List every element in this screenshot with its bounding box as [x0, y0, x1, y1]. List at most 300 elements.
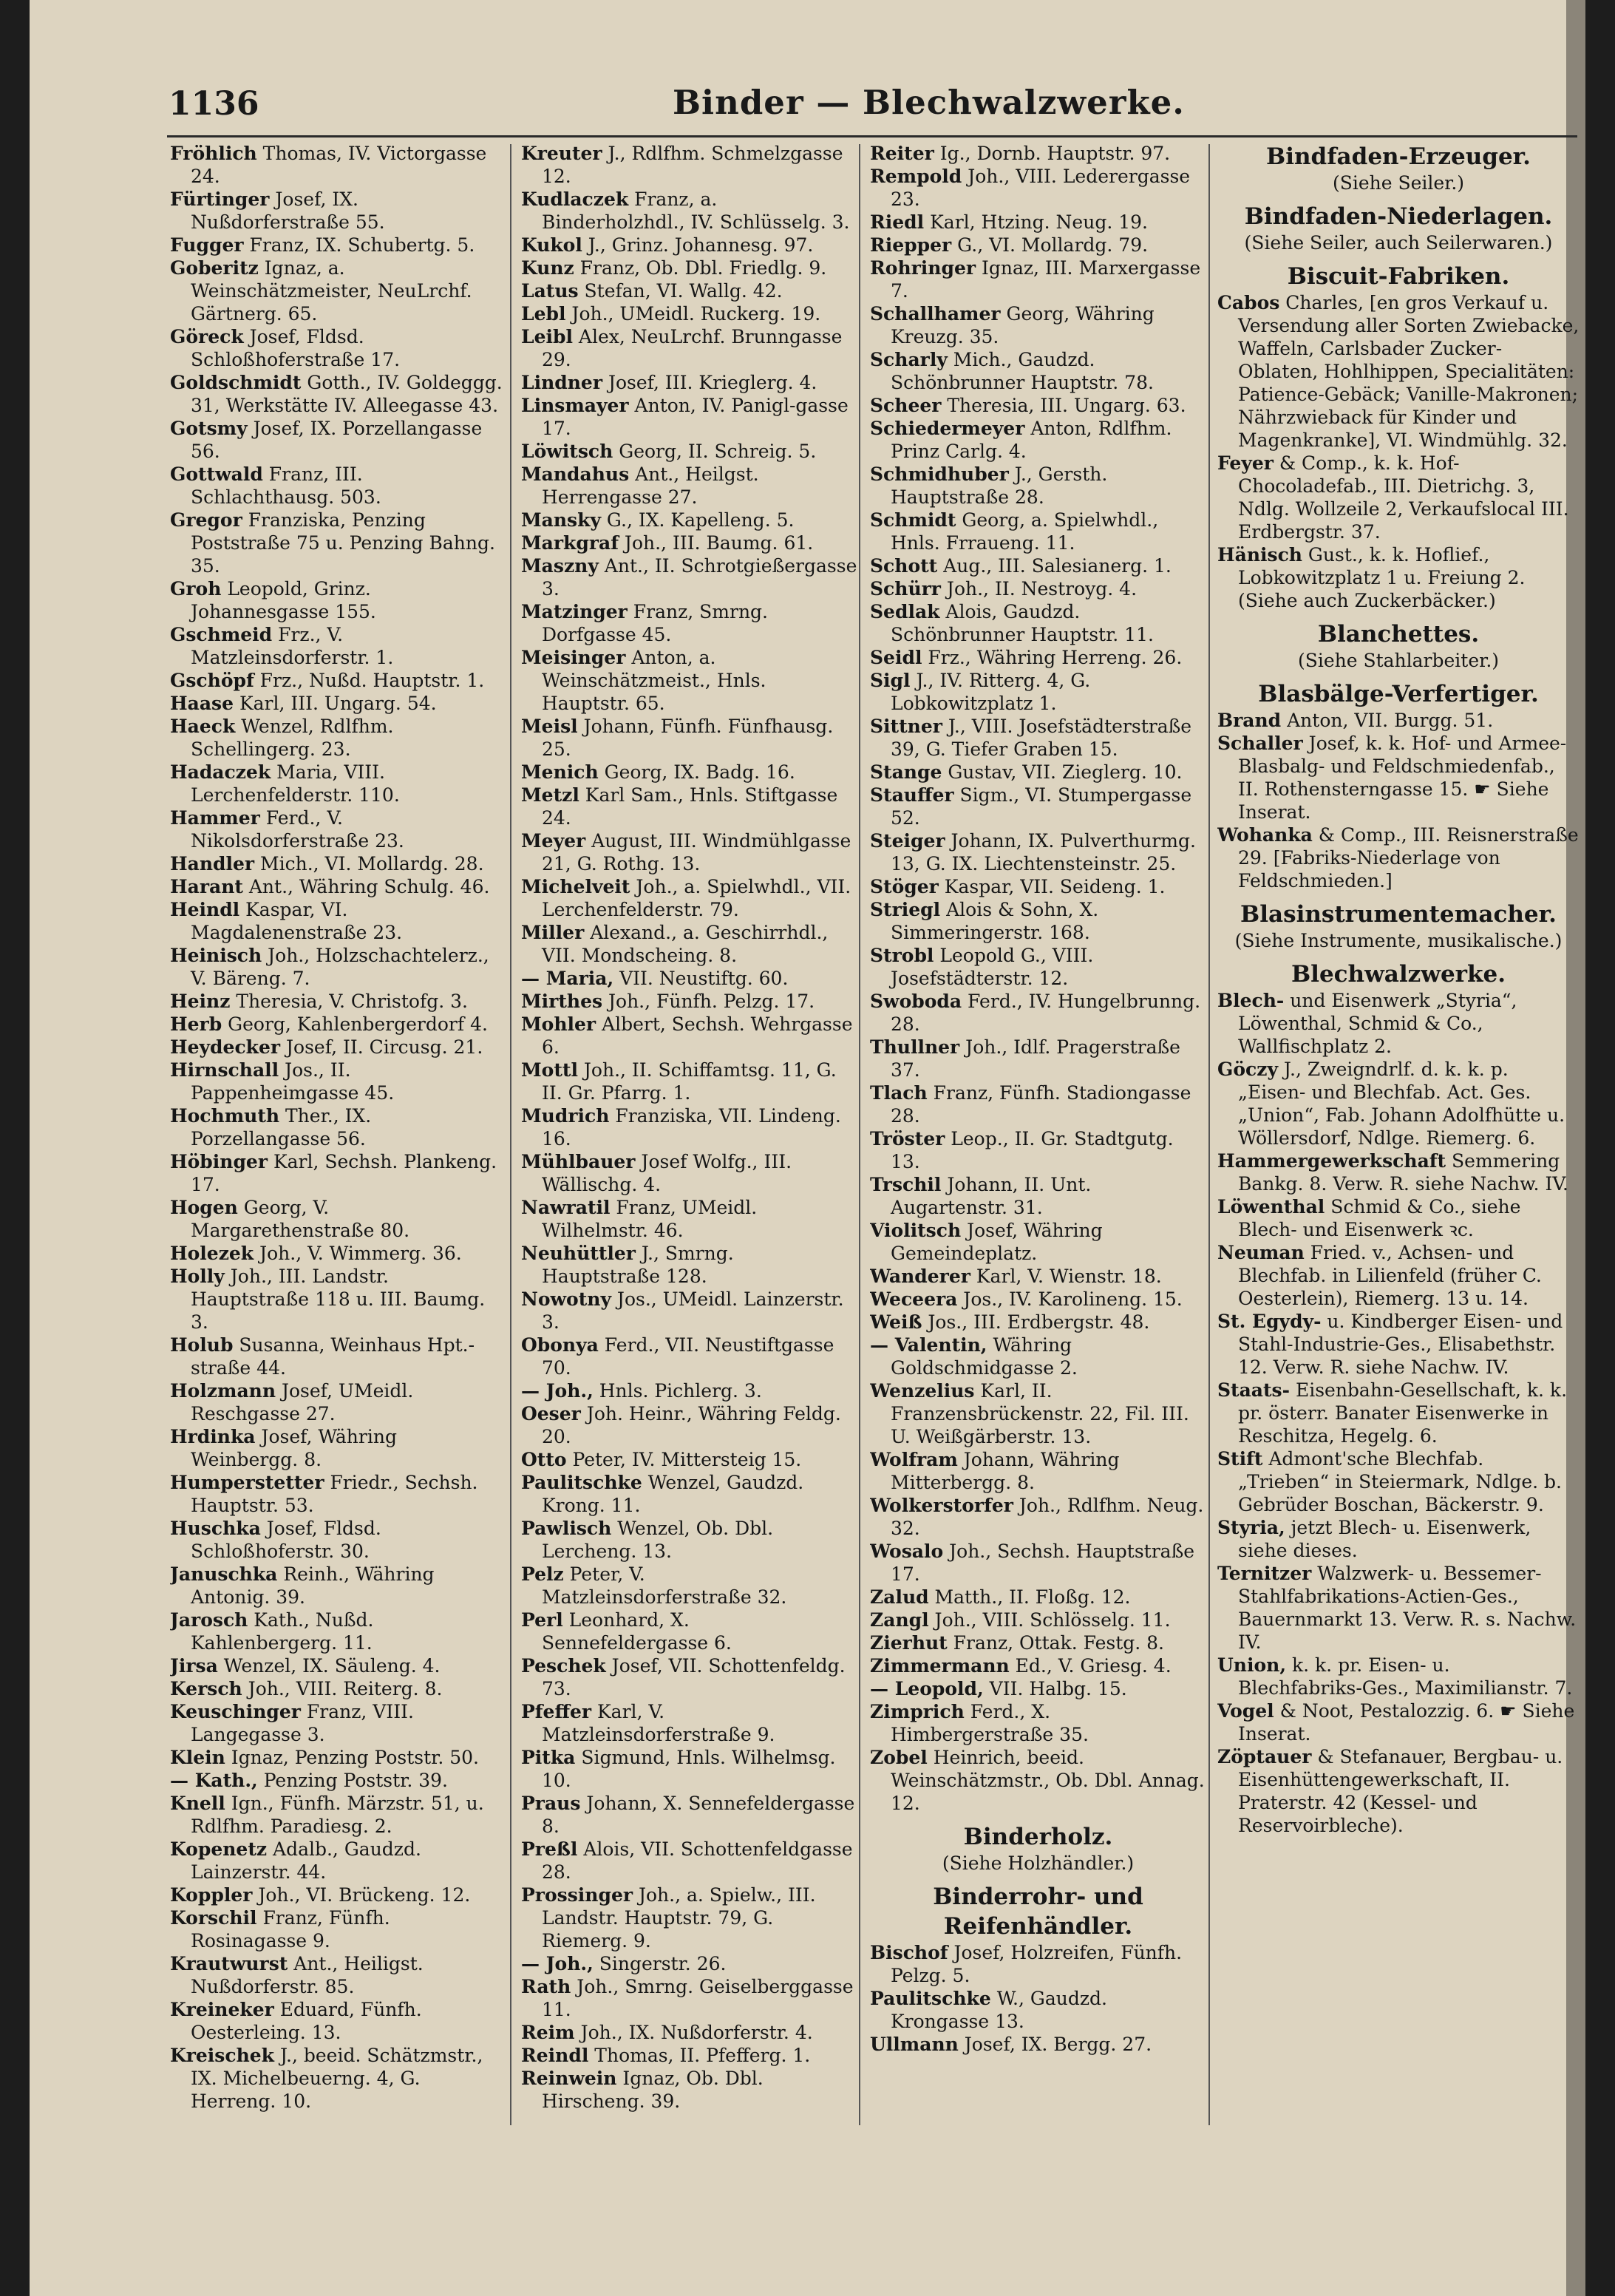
entry-name: Zalud [870, 1586, 929, 1608]
directory-entry [521, 1792, 857, 1838]
directory-entry [521, 279, 857, 302]
directory-entry [170, 761, 506, 806]
entry-text: Josef, k. k. Hof- und Armee-Blasbalg- und Feldschmiedenfab., II. Rothensterngasse 15. ☛ Siehe Inserat. [1238, 733, 1567, 823]
directory-entry [521, 2044, 857, 2067]
entry-text: G., VI. Mollardg. 79. [951, 234, 1149, 256]
entry-name: Pelz [521, 1563, 564, 1585]
directory-entry [870, 1987, 1206, 2033]
entry-name: Gschmeid [170, 624, 273, 645]
entry-name: Oeser [521, 1403, 581, 1424]
directory-entry [170, 1334, 506, 1379]
directory-entry [521, 1517, 857, 1563]
entry-name: Stauffer [870, 784, 954, 806]
directory-entry [170, 463, 506, 509]
entry-text: VII. Halbg. 15. [983, 1678, 1127, 1699]
entry-text: J., Smrng. Hauptstraße 128. [542, 1243, 734, 1287]
entry-text: Friedr., Sechsh. Hauptstr. 53. [191, 1472, 478, 1516]
entry-text: Jos., UMeidl. Lainzerstr. 3. [542, 1288, 844, 1333]
directory-entry [521, 1379, 857, 1402]
entry-name: Knell [170, 1793, 225, 1814]
directory-entry [1217, 709, 1580, 732]
directory-entry [170, 944, 506, 990]
entry-name: Heinisch [170, 945, 262, 966]
entry-text: Franz, UMeidl. Wilhelmstr. 46. [542, 1197, 758, 1241]
directory-entry [170, 1517, 506, 1563]
directory-entry [170, 1265, 506, 1334]
entry-text: Walzwerk- u. Bessemer-Stahlfabrikations-Actien-Ges., Bauernmarkt 13. Verw. R. s. Nachw. IV. [1238, 1563, 1577, 1653]
directory-entry [1217, 1699, 1580, 1745]
entry-name: Swoboda [870, 991, 962, 1012]
entry-name: Weiß [870, 1311, 922, 1333]
entry-name: Mohler [521, 1013, 596, 1035]
directory-entry [170, 1242, 506, 1265]
entry-name: Wolfram [870, 1449, 958, 1470]
entry-text: u. Kindberger Eisen- und Stahl-Industrie-Ges., Elisabethstr. 12. Verw. R. siehe Nachw. IV. [1238, 1311, 1563, 1378]
entry-name: Meyer [521, 830, 586, 852]
entry-name: Hammergewerkschaft [1217, 1150, 1446, 1172]
directory-entry [170, 692, 506, 715]
entry-name: Peschek [521, 1655, 606, 1677]
directory-entry [170, 1838, 506, 1884]
directory-entry [870, 1288, 1206, 1311]
entry-name: Menich [521, 761, 599, 783]
directory-entry [1217, 543, 1580, 612]
entry-name: Kukol [521, 234, 582, 256]
entry-text: J., VIII. Josefstädterstraße 39, G. Tiefer Graben 15. [891, 716, 1192, 760]
entry-text: Ed., V. Griesg. 4. [1009, 1655, 1172, 1677]
entry-text: Thomas, II. Pfefferg. 1. [588, 2045, 811, 2066]
directory-entry [170, 1884, 506, 1906]
directory-entry [870, 1334, 1206, 1379]
directory-entry [870, 1746, 1206, 1815]
directory-entry [170, 1746, 506, 1769]
entry-text: Alexand., a. Geschirrhdl., VII. Mondscheing. 8. [542, 922, 829, 966]
entry-name: Herb [170, 1013, 222, 1035]
entry-text: Ant., Heilgst. Herrengasse 27. [542, 463, 759, 508]
entry-name: Schiedermeyer [870, 418, 1025, 439]
directory-entry [1217, 1447, 1580, 1516]
entry-name: Pawlisch [521, 1518, 612, 1539]
entry-text: Josef Wolfg., III. Wällischg. 4. [542, 1151, 792, 1195]
entry-name: Humperstetter [170, 1472, 324, 1493]
entry-text: Franziska, Penzing Poststraße 75 u. Penzing Bahng. 35. [191, 509, 495, 577]
entry-text: Karl, Sechsh. Plankeng. 17. [191, 1151, 497, 1195]
entry-text: & Stefanauer, Bergbau- u. Eisenhüttengewerkschaft, II. Praterstr. 42 (Kessel- und Reservoirbleche). [1238, 1746, 1563, 1836]
entry-name: Schmidhuber [870, 463, 1009, 485]
directory-entry [870, 165, 1206, 211]
section-heading: Blasinstrumentemacher. [1240, 901, 1557, 928]
entry-text: Alois & Sohn, X. Simmeringerstr. 168. [891, 899, 1099, 943]
entry-text: Semmering Bankg. 8. Verw. R. siehe Nachw. IV. [1238, 1150, 1568, 1195]
directory-entry [870, 1311, 1206, 1334]
directory-entry [1217, 1654, 1580, 1699]
entry-name: Haase [170, 693, 234, 714]
column-divider [510, 144, 511, 2125]
entry-name: Fürtinger [170, 188, 270, 210]
entry-name: Holub [170, 1334, 234, 1356]
entry-name: Kersch [170, 1678, 242, 1699]
directory-entry [521, 234, 857, 257]
entry-text: Franz, Fünfh. Stadiongasse 28. [891, 1082, 1191, 1127]
entry-name: Stange [870, 761, 942, 783]
entry-name: Sedlak [870, 601, 940, 622]
directory-entry [870, 1941, 1206, 1987]
directory-entry [870, 1494, 1206, 1540]
directory-entry [1217, 1058, 1580, 1149]
entry-text: Anton, IV. Panigl-gasse 17. [542, 395, 849, 439]
directory-entry [1217, 1241, 1580, 1310]
entry-name: Miller [521, 922, 585, 943]
directory-entry [170, 1906, 506, 1952]
entry-text: Ignaz, III. Marxergasse 7. [891, 257, 1201, 302]
directory-entry [521, 646, 857, 715]
entry-text: Gustav, VII. Zieglerg. 10. [942, 761, 1183, 783]
entry-text: Aug., III. Salesianerg. 1. [937, 555, 1172, 577]
entry-text: Albert, Sechsh. Wehrgasse 6. [542, 1013, 853, 1058]
entry-name: Leibl [521, 326, 573, 347]
section-heading: Bindfaden-Niederlagen. [1244, 203, 1553, 230]
entry-name: Hänisch [1217, 544, 1302, 565]
entry-text: Theresia, V. Christofg. 3. [230, 991, 468, 1012]
entry-name: Ternitzer [1217, 1563, 1312, 1584]
directory-entry [870, 302, 1206, 348]
entry-name: Huschka [170, 1518, 261, 1539]
entry-text: Ant., II. Schrotgießergasse 3. [542, 555, 857, 600]
entry-name: Schmidt [870, 509, 956, 531]
directory-entry [170, 1013, 506, 1036]
section-heading: Blechwalzwerke. [1291, 961, 1506, 988]
section-heading: Binderholz. [963, 1824, 1113, 1850]
directory-entry [521, 1654, 857, 1700]
directory-entry [870, 1677, 1206, 1700]
entry-text: Ign., Fünfh. Märzstr. 51, u. Rdlfhm. Paradiesg. 2. [191, 1793, 484, 1837]
directory-entry [521, 829, 857, 875]
entry-name: Reim [521, 2022, 575, 2043]
entry-name: Metzl [521, 784, 579, 806]
entry-name: Meisinger [521, 647, 626, 668]
entry-text: Leopold, Grinz. Johannesgasse 155. [191, 578, 376, 622]
entry-text: Franz, Ottak. Festg. 8. [947, 1632, 1164, 1654]
entry-text: Franz, a. Binderholzhdl., IV. Schlüsselg. 3. [542, 188, 850, 233]
entry-name: Mudrich [521, 1105, 610, 1127]
directory-entry [870, 1700, 1206, 1746]
directory-entry [1217, 1745, 1580, 1837]
directory-entry [170, 1792, 506, 1838]
entry-text: Franz, Fünfh. Rosinagasse 9. [191, 1907, 390, 1952]
entry-name: Mirthes [521, 991, 603, 1012]
directory-entry [870, 1379, 1206, 1448]
entry-name: — Leopold, [870, 1678, 984, 1699]
directory-entry [170, 898, 506, 944]
entry-name: Göczy [1217, 1059, 1278, 1080]
entry-name: Löwitsch [521, 441, 613, 462]
entry-text: Joh., V. Wimmerg. 36. [254, 1243, 462, 1264]
entry-name: Prossinger [521, 1884, 633, 1906]
directory-entry [170, 852, 506, 875]
entry-name: Zöptauer [1217, 1746, 1312, 1767]
entry-text: Leopold G., VIII. Josefstädterstr. 12. [891, 945, 1094, 989]
directory-entry [870, 1540, 1206, 1586]
entry-text: Jos., III. Erdbergstr. 48. [922, 1311, 1150, 1333]
entry-name: Gschöpf [170, 670, 254, 691]
entry-name: Göreck [170, 326, 244, 347]
entry-text: Josef, Währing Gemeindeplatz. [891, 1220, 1103, 1264]
entry-name: Kunz [521, 257, 574, 279]
entry-text: & Comp., III. Reisnerstraße 29. [Fabriks-Niederlage von Feldschmieden.] [1238, 824, 1579, 891]
entry-name: Paulitschke [521, 1472, 642, 1493]
directory-entry [870, 715, 1206, 761]
directory-entry [521, 1288, 857, 1334]
directory-entry [870, 1173, 1206, 1219]
entry-name: Styria, [1217, 1517, 1285, 1538]
entry-text: Gotth., IV. Goldeggg. 31, Werkstätte IV. Alleegasse 43. [191, 372, 503, 416]
entry-text: Joh., II. Schiffamtsg. 11, G. II. Gr. Pfarrg. 1. [542, 1059, 837, 1104]
directory-entry [521, 1609, 857, 1654]
entry-text: Ignaz, Penzing Poststr. 50. [225, 1747, 479, 1768]
entry-text: Sigmund, Hnls. Wilhelmsg. 10. [542, 1747, 836, 1791]
entry-text: J., Rdlfhm. Schmelzgasse 12. [542, 143, 843, 187]
entry-name: Rohringer [870, 257, 976, 279]
entry-name: Neuman [1217, 1242, 1305, 1263]
entry-name: Holezek [170, 1243, 254, 1264]
entry-text: J., beeid. Schätzmstr., IX. Michelbeuerng. 4, G. Herreng. 10. [191, 2045, 483, 2112]
directory-entry [870, 1081, 1206, 1127]
entry-text: Franz, VIII. Langegasse 3. [191, 1701, 414, 1745]
entry-text: Wenzel, Gaudzd. Krong. 11. [542, 1472, 804, 1516]
entry-text: Ig., Dornb. Hauptstr. 97. [934, 143, 1171, 164]
entry-text: Schmid & Co., siehe Blech- und Eisenwerk ꝛc. [1238, 1196, 1521, 1240]
entry-name: Hochmuth [170, 1105, 280, 1127]
entry-text: Ant., Währing Schulg. 46. [242, 876, 490, 897]
entry-text: Joh., a. Spielw., III. Landstr. Hauptstr. 79, G. Riemerg. 9. [542, 1884, 816, 1952]
entry-name: Otto [521, 1449, 567, 1470]
entry-name: Riedl [870, 211, 925, 233]
directory-entry [170, 1059, 506, 1104]
column-divider [1208, 144, 1210, 2125]
directory-entry [521, 1884, 857, 1952]
entry-text: Peter, V. Matzleinsdorferstraße 32. [542, 1563, 787, 1608]
entry-name: Wanderer [870, 1266, 970, 1287]
directory-entry [521, 257, 857, 279]
directory-entry [1217, 452, 1580, 543]
directory-entry [170, 1425, 506, 1471]
entry-name: Holzmann [170, 1380, 276, 1402]
entry-name: Krautwurst [170, 1953, 288, 1974]
directory-entry [521, 302, 857, 325]
directory-entry [521, 875, 857, 921]
directory-entry [870, 898, 1206, 944]
entry-name: Fröhlich [170, 143, 257, 164]
entry-name: Schaller [1217, 733, 1303, 754]
entry-name: Rempold [870, 166, 962, 187]
entry-text: Georg, Kahlenbergerdorf 4. [222, 1013, 488, 1035]
entry-name: Perl [521, 1609, 563, 1631]
entry-text: jetzt Blech- u. Eisenwerk, siehe dieses. [1238, 1517, 1531, 1561]
entry-text: Jos., II. Pappenheimgasse 45. [191, 1059, 395, 1104]
entry-text: Joh., VIII. Reiterg. 8. [242, 1678, 443, 1699]
entry-text: Gust., k. k. Hoflief., Lobkowitzplatz 1 u. Freiung 2. (Siehe auch Zuckerbäcker.) [1238, 544, 1526, 611]
entry-text: Frz., V. Matzleinsdorferstr. 1. [191, 624, 394, 668]
directory-entry [870, 554, 1206, 577]
entry-name: Obonya [521, 1334, 599, 1356]
entry-name: Linsmayer [521, 395, 629, 416]
entry-name: Schott [870, 555, 938, 577]
entry-text: Joh., Fünfh. Pelzg. 17. [602, 991, 815, 1012]
entry-name: — Kath., [170, 1770, 258, 1791]
section-heading: Blasbälge-Verfertiger. [1258, 681, 1539, 707]
entry-name: Zierhut [870, 1632, 948, 1654]
entry-text: Reinh., Währing Antonig. 39. [191, 1563, 435, 1608]
entry-text: G., IX. Kapelleng. 5. [600, 509, 795, 531]
directory-entry [870, 1265, 1206, 1288]
entry-text: Theresia, III. Ungarg. 63. [941, 395, 1186, 416]
entry-text: Franz, IX. Schubertg. 5. [243, 234, 475, 256]
entry-name: Gottwald [170, 463, 263, 485]
entry-text: Kaspar, VII. Seideng. 1. [938, 876, 1166, 897]
entry-text: Johann, IX. Pulverthurmg. 13, G. IX. Liechtensteinstr. 25. [891, 830, 1196, 874]
entry-text: Joh., Sechsh. Hauptstraße 17. [891, 1541, 1195, 1585]
entry-name: Ullmann [870, 2034, 959, 2055]
entry-text: Georg, a. Spielwhdl., Hnls. Frraueng. 11. [891, 509, 1159, 554]
entry-text: Ferd., X. Himbergerstraße 35. [891, 1701, 1089, 1745]
entry-text: Leonhard, X. Sennefeldergasse 6. [542, 1609, 732, 1654]
entry-name: Praus [521, 1793, 581, 1814]
directory-entry [870, 990, 1206, 1036]
entry-text: Josef, Währing Weinbergg. 8. [191, 1426, 397, 1470]
column-divider [859, 144, 860, 2125]
entry-name: Vogel [1217, 1700, 1274, 1722]
entry-text: Ignaz, Ob. Dbl. Hirscheng. 39. [542, 2068, 764, 2112]
directory-entry [870, 463, 1206, 509]
entry-text: Eduard, Fünfh. Oesterleing. 13. [191, 1999, 422, 2043]
entry-text: Hnls. Pichlerg. 3. [593, 1380, 762, 1402]
directory-entry [1217, 291, 1580, 452]
entry-text: Joh., IX. Nußdorferstr. 4. [574, 2022, 813, 2043]
entry-text: Wenzel, Rdlfhm. Schellingerg. 23. [191, 716, 394, 760]
entry-name: Lindner [521, 372, 602, 393]
entry-text: Karl, Htzing. Neug. 19. [924, 211, 1148, 233]
entry-name: Wenzelius [870, 1380, 975, 1402]
entry-name: Scharly [870, 349, 948, 370]
entry-text: Mich., VI. Mollardg. 28. [254, 853, 484, 874]
entry-name: Staats- [1217, 1379, 1290, 1401]
entry-name: Schallhamer [870, 303, 1001, 325]
entry-name: Preßl [521, 1838, 578, 1860]
entry-name: Steiger [870, 830, 945, 852]
entry-name: Goberitz [170, 257, 259, 279]
directory-entry [170, 1609, 506, 1654]
directory-entry [170, 142, 506, 188]
directory-entry [170, 1036, 506, 1059]
directory-entry [870, 761, 1206, 784]
directory-entry [170, 669, 506, 692]
entry-name: Heinz [170, 991, 231, 1012]
entry-name: Brand [1217, 710, 1282, 731]
directory-entry [521, 1150, 857, 1196]
entry-text: Frz., Währing Herreng. 26. [922, 647, 1183, 668]
see-reference: (Siehe Seiler, auch Seilerwaren.) [1244, 232, 1553, 254]
entry-name: Violitsch [870, 1220, 962, 1241]
entry-name: Fugger [170, 234, 244, 256]
entry-name: Kreuter [521, 143, 602, 164]
directory-entry [170, 1952, 506, 1998]
directory-entry [521, 188, 857, 234]
entry-name: Schürr [870, 578, 941, 600]
entry-name: — Joh., [521, 1953, 594, 1974]
entry-text: Alex, NeuLrchf. Brunngasse 29. [542, 326, 843, 370]
directory-entry [1217, 1562, 1580, 1654]
entry-name: Mühlbauer [521, 1151, 636, 1172]
directory-entry [170, 1677, 506, 1700]
directory-entry [521, 715, 857, 761]
entry-name: Striegl [870, 899, 941, 920]
entry-text: Wenzel, Ob. Dbl. Lercheng. 13. [542, 1518, 774, 1562]
directory-entry [521, 2067, 857, 2113]
entry-text: Heinrich, beeid. Weinschätzmstr., Ob. Dbl. Annag. 12. [891, 1747, 1205, 1814]
directory-entry [521, 761, 857, 784]
directory-entry [521, 1013, 857, 1059]
directory-entry [521, 1952, 857, 1975]
entry-name: Lebl [521, 303, 566, 325]
directory-entry [870, 1127, 1206, 1173]
directory-entry [170, 1196, 506, 1242]
directory-entry [870, 784, 1206, 829]
entry-name: Sigl [870, 670, 911, 691]
book-page [30, 0, 1585, 2296]
entry-name: Handler [170, 853, 255, 874]
entry-name: Nowotny [521, 1288, 611, 1310]
entry-text: Joh., VI. Brückeng. 12. [252, 1884, 471, 1906]
directory-entry [521, 600, 857, 646]
directory-entry [1217, 1516, 1580, 1562]
directory-entry [170, 623, 506, 669]
entry-name: Keuschinger [170, 1701, 301, 1722]
directory-entry [870, 829, 1206, 875]
entry-name: Seidl [870, 647, 922, 668]
entry-name: Goldschmidt [170, 372, 302, 393]
entry-text: Währing Goldschmidgasse 2. [891, 1334, 1078, 1379]
entry-text: Ferd., VII. Neustiftgasse 70. [542, 1334, 834, 1379]
directory-entry [1217, 1379, 1580, 1447]
entry-text: Maria, VIII. Lerchenfelderstr. 110. [191, 761, 400, 806]
section-heading: Biscuit-Fabriken. [1287, 263, 1510, 290]
entry-text: Josef, Fldsd. Schloßhoferstraße 17. [191, 326, 401, 370]
entry-name: Stift [1217, 1448, 1263, 1470]
directory-entry [521, 463, 857, 509]
directory-entry [521, 1975, 857, 2021]
entry-text: Susanna, Weinhaus Hpt.-straße 44. [191, 1334, 475, 1379]
entry-text: Joh. Heinr., Währing Feldg. 20. [542, 1403, 841, 1447]
entry-text: Johann, X. Sennefeldergasse 8. [542, 1793, 855, 1837]
entry-name: Heydecker [170, 1036, 281, 1058]
entry-text: Georg, IX. Badg. 16. [598, 761, 795, 783]
entry-text: Joh., II. Nestroyg. 4. [940, 578, 1138, 600]
entry-text: Karl Sam., Hnls. Stiftgasse 24. [542, 784, 838, 829]
entry-text: Joh., a. Spielwhdl., VII. Lerchenfelderstr. 79. [542, 876, 851, 920]
directory-entry [170, 715, 506, 761]
entry-name: Rath [521, 1976, 571, 1997]
entry-text: und Eisenwerk „Styria“, Löwenthal, Schmid & Co., Wallfischplatz 2. [1238, 990, 1517, 1057]
directory-entry [521, 531, 857, 554]
entry-name: Löwenthal [1217, 1196, 1325, 1217]
directory-entry [1217, 1195, 1580, 1241]
entry-text: Karl, V. Wienstr. 18. [970, 1266, 1162, 1287]
entry-name: Koppler [170, 1884, 253, 1906]
entry-name: St. Egydy- [1217, 1311, 1322, 1332]
entry-text: Wenzel, IX. Säuleng. 4. [217, 1655, 441, 1677]
entry-text: Singerstr. 26. [593, 1953, 727, 1974]
entry-name: Hammer [170, 807, 260, 829]
